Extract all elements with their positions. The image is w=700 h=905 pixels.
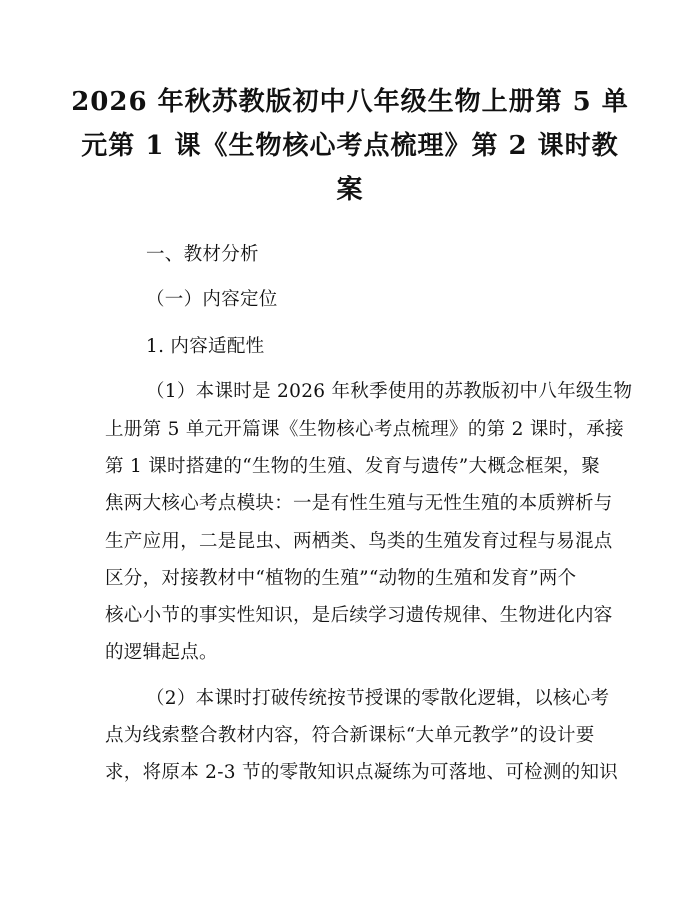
item-heading-content-fit: 1. 内容适配性 (146, 336, 265, 357)
paragraph-1-line-6: 区分，对接教材中“植物的生殖”“动物的生殖和发育”两个 (105, 568, 577, 589)
document-title-line-3: 案 (336, 175, 364, 205)
document-title-line-1: 2026 年秋苏教版初中八年级生物上册第 5 单 (71, 87, 629, 117)
paragraph-1-line-4: 焦两大核心考点模块：一是有性生殖与无性生殖的本质辨析与 (105, 493, 613, 514)
paragraph-1-line-1: （1）本课时是 2026 年秋季使用的苏教版初中八年级生物 (146, 381, 633, 402)
document-title-line-2: 元第 1 课《生物核心考点梳理》第 2 课时教 (81, 131, 619, 161)
paragraph-2-line-2: 点为线索整合教材内容，符合新课标“大单元教学”的设计要 (105, 725, 595, 746)
subsection-heading-content-positioning: （一）内容定位 (146, 289, 278, 310)
paragraph-1-line-8: 的逻辑起点。 (105, 642, 218, 663)
paragraph-1-line-2: 上册第 5 单元开篇课《生物核心考点梳理》的第 2 课时，承接 (105, 419, 624, 440)
paragraph-1-line-5: 生产应用，二是昆虫、两栖类、鸟类的生殖发育过程与易混点 (105, 531, 613, 552)
section-heading-textbook-analysis: 一、教材分析 (146, 244, 259, 265)
paragraph-1-line-7: 核心小节的事实性知识，是后续学习遗传规律、生物进化内容 (105, 605, 613, 626)
paragraph-1-line-3: 第 1 课时搭建的“生物的生殖、发育与遗传”大概念框架，聚 (105, 456, 601, 477)
paragraph-2-line-3: 求，将原本 2-3 节的零散知识点凝练为可落地、可检测的知识 (105, 762, 619, 783)
paragraph-2-line-1: （2）本课时打破传统按节授课的零散化逻辑，以核心考 (146, 688, 610, 709)
